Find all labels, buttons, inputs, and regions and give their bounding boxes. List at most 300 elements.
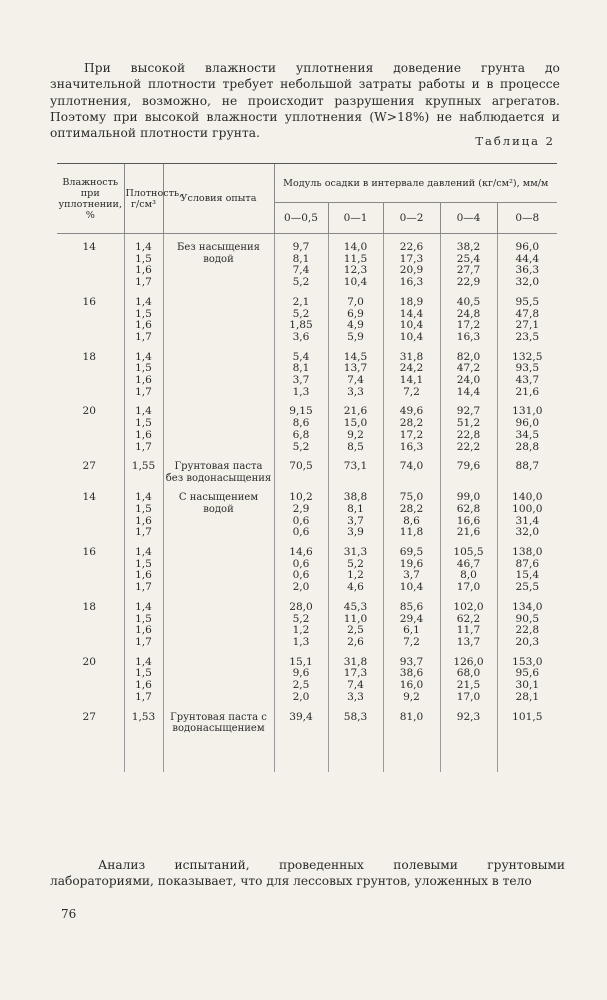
moisture-cell: 27 bbox=[82, 710, 96, 723]
modulus-value: 15,0 bbox=[343, 417, 368, 430]
modulus-value: 3,3 bbox=[347, 385, 364, 398]
modulus-value: 22,8 bbox=[515, 624, 540, 637]
table-row bbox=[57, 234, 557, 289]
modulus-value: 30,1 bbox=[515, 679, 540, 692]
modulus-value: 5,9 bbox=[347, 330, 364, 343]
modulus-value: 3,3 bbox=[347, 690, 364, 703]
modulus-value: 1,3 bbox=[292, 635, 310, 648]
modulus-value: 6,9 bbox=[347, 307, 364, 320]
density-cell bbox=[124, 649, 163, 704]
modulus-value: 38,8 bbox=[343, 491, 368, 504]
modulus-cell bbox=[440, 484, 497, 539]
modulus-value: 85,6 bbox=[399, 600, 424, 613]
modulus-value: 18,9 bbox=[399, 295, 424, 308]
modulus-value: 92,3 bbox=[456, 710, 481, 723]
modulus-value: 12,3 bbox=[343, 264, 368, 277]
modulus-cell bbox=[497, 484, 557, 539]
modulus-value: 0,6 bbox=[292, 557, 310, 570]
modulus-value: 10,4 bbox=[399, 330, 424, 343]
modulus-value: 11,0 bbox=[343, 612, 368, 625]
modulus-cell bbox=[274, 649, 328, 704]
modulus-cell bbox=[497, 704, 557, 772]
modulus-value: 4,6 bbox=[347, 581, 364, 594]
density-cell bbox=[124, 398, 163, 453]
modulus-value: 14,6 bbox=[289, 546, 313, 559]
modulus-value: 8,0 bbox=[460, 569, 477, 582]
density-value: 1,4 bbox=[135, 655, 152, 668]
modulus-cell bbox=[274, 344, 328, 399]
modulus-value: 99,0 bbox=[456, 491, 481, 504]
modulus-value: 28,8 bbox=[515, 440, 540, 453]
modulus-cell bbox=[497, 539, 557, 594]
modulus-value: 62,2 bbox=[456, 612, 481, 625]
modulus-cell bbox=[497, 649, 557, 704]
density-value: 1,6 bbox=[135, 374, 152, 387]
density-value: 1,7 bbox=[135, 330, 152, 343]
modulus-value: 24,0 bbox=[456, 374, 481, 387]
modulus-value: 31,8 bbox=[399, 350, 424, 363]
modulus-value: 75,0 bbox=[399, 491, 424, 504]
modulus-value: 21,6 bbox=[456, 526, 481, 539]
modulus-value: 10,4 bbox=[399, 581, 424, 594]
table-row bbox=[57, 453, 557, 484]
density-value: 1,6 bbox=[135, 319, 152, 332]
modulus-cell bbox=[440, 344, 497, 399]
modulus-value: 11,5 bbox=[343, 252, 368, 265]
modulus-value: 11,8 bbox=[399, 526, 424, 539]
density-value: 1,5 bbox=[135, 667, 152, 680]
modulus-value: 5,2 bbox=[292, 440, 310, 453]
modulus-value: 2,0 bbox=[292, 581, 310, 594]
modulus-cell bbox=[497, 398, 557, 453]
modulus-value: 22,6 bbox=[399, 241, 424, 253]
modulus-value: 7,2 bbox=[403, 635, 420, 648]
modulus-value: 17,0 bbox=[456, 581, 481, 594]
modulus-value: 2,5 bbox=[292, 679, 310, 692]
modulus-value: 20,3 bbox=[515, 635, 540, 648]
modulus-cell bbox=[383, 484, 440, 539]
modulus-value: 5,2 bbox=[347, 557, 364, 570]
modulus-value: 2,1 bbox=[292, 295, 310, 308]
outro-text: Анализ испытаний, проведенных полевыми грунтовыми лабораториями, показывает, что для лессовых грунтов, уложенных в тело bbox=[50, 858, 565, 889]
modulus-value: 1,2 bbox=[347, 569, 364, 582]
modulus-cell bbox=[383, 234, 440, 289]
modulus-value: 43,7 bbox=[515, 374, 540, 387]
modulus-cell bbox=[274, 539, 328, 594]
modulus-value: 13,7 bbox=[456, 635, 481, 648]
header-density: Плотность, г/см³ bbox=[124, 164, 163, 234]
header-range: 0—8 bbox=[497, 203, 557, 234]
modulus-value: 14,5 bbox=[343, 350, 368, 363]
modulus-value: 7,4 bbox=[347, 374, 364, 387]
modulus-value: 16,3 bbox=[399, 440, 424, 453]
modulus-value: 24,8 bbox=[456, 307, 481, 320]
modulus-cell bbox=[328, 539, 383, 594]
modulus-value: 21,6 bbox=[343, 405, 368, 418]
modulus-value: 51,2 bbox=[456, 417, 481, 430]
density-value: 1,6 bbox=[135, 569, 152, 582]
density-value: 1,4 bbox=[135, 491, 152, 504]
modulus-value: 14,0 bbox=[343, 241, 368, 253]
density-cell bbox=[124, 484, 163, 539]
modulus-cell bbox=[440, 234, 497, 289]
modulus-value: 1,3 bbox=[292, 385, 310, 398]
modulus-value: 8,1 bbox=[292, 362, 310, 375]
modulus-value: 40,5 bbox=[456, 295, 481, 308]
modulus-value: 27,1 bbox=[515, 319, 540, 332]
modulus-cell bbox=[274, 484, 328, 539]
modulus-value: 68,0 bbox=[456, 667, 481, 680]
table-row bbox=[57, 398, 557, 453]
modulus-cell bbox=[328, 649, 383, 704]
modulus-value: 0,6 bbox=[292, 526, 310, 539]
conditions-cell bbox=[163, 539, 274, 594]
density-cell bbox=[124, 539, 163, 594]
modulus-cell bbox=[383, 453, 440, 484]
density-value: 1,4 bbox=[135, 405, 152, 418]
modulus-cell bbox=[440, 649, 497, 704]
modulus-value: 4,9 bbox=[347, 319, 364, 332]
modulus-value: 15,1 bbox=[289, 655, 313, 668]
modulus-value: 70,5 bbox=[289, 460, 313, 473]
modulus-cell bbox=[328, 594, 383, 649]
modulus-value: 13,7 bbox=[343, 362, 368, 375]
modulus-value: 9,7 bbox=[292, 241, 310, 253]
modulus-value: 96,0 bbox=[515, 417, 540, 430]
modulus-value: 95,6 bbox=[515, 667, 540, 680]
moisture-cell: 27 bbox=[82, 460, 96, 473]
table-body bbox=[57, 234, 557, 772]
modulus-cell bbox=[440, 398, 497, 453]
table-row bbox=[57, 704, 557, 772]
modulus-value: 11,7 bbox=[456, 624, 481, 637]
modulus-value: 7,0 bbox=[347, 295, 364, 308]
modulus-value: 39,4 bbox=[289, 710, 313, 723]
density-value: 1,55 bbox=[131, 460, 156, 473]
table-row bbox=[57, 539, 557, 594]
modulus-value: 14,1 bbox=[399, 374, 424, 387]
modulus-value: 28,2 bbox=[399, 417, 424, 430]
modulus-cell bbox=[328, 289, 383, 344]
conditions-cell: С насыщением водой bbox=[163, 484, 274, 539]
modulus-value: 16,6 bbox=[456, 514, 481, 527]
header-range: 0—1 bbox=[328, 203, 383, 234]
modulus-value: 38,2 bbox=[456, 241, 481, 253]
modulus-value: 3,7 bbox=[347, 514, 364, 527]
modulus-value: 79,6 bbox=[456, 460, 481, 473]
modulus-value: 74,0 bbox=[399, 460, 424, 473]
modulus-cell bbox=[328, 704, 383, 772]
density-value: 1,5 bbox=[135, 252, 152, 265]
modulus-value: 0,6 bbox=[292, 569, 310, 582]
density-value: 1,5 bbox=[135, 502, 152, 515]
modulus-value: 5,2 bbox=[292, 612, 310, 625]
modulus-value: 31,4 bbox=[515, 514, 540, 527]
modulus-cell bbox=[440, 594, 497, 649]
density-cell bbox=[124, 594, 163, 649]
density-value: 1,6 bbox=[135, 514, 152, 527]
modulus-value: 102,0 bbox=[453, 600, 484, 613]
modulus-value: 21,6 bbox=[515, 385, 540, 398]
modulus-value: 23,5 bbox=[515, 330, 540, 343]
moisture-cell: 14 bbox=[82, 241, 96, 253]
modulus-value: 0,6 bbox=[292, 514, 310, 527]
modulus-value: 3,9 bbox=[347, 526, 364, 539]
modulus-value: 6,8 bbox=[292, 428, 310, 441]
modulus-cell bbox=[497, 594, 557, 649]
outro-paragraph bbox=[50, 857, 565, 890]
density-value: 1,5 bbox=[135, 307, 152, 320]
header-modulus: Модуль осадки в интервале давлений (кг/см²), мм/м bbox=[274, 164, 557, 203]
density-value: 1,5 bbox=[135, 362, 152, 375]
modulus-value: 93,7 bbox=[399, 655, 424, 668]
modulus-value: 9,2 bbox=[403, 690, 420, 703]
modulus-value: 32,0 bbox=[515, 526, 540, 539]
modulus-value: 46,7 bbox=[456, 557, 481, 570]
modulus-value: 73,1 bbox=[343, 460, 368, 473]
modulus-value: 10,2 bbox=[289, 491, 313, 504]
modulus-value: 20,9 bbox=[399, 264, 424, 277]
modulus-value: 8,6 bbox=[403, 514, 420, 527]
modulus-value: 2,6 bbox=[347, 635, 364, 648]
modulus-value: 47,8 bbox=[515, 307, 540, 320]
modulus-cell bbox=[383, 289, 440, 344]
modulus-value: 17,2 bbox=[399, 428, 424, 441]
conditions-cell: Грунтовая паста с водонасыщением bbox=[163, 704, 274, 772]
modulus-cell bbox=[440, 289, 497, 344]
modulus-value: 132,5 bbox=[512, 350, 543, 363]
header-range: 0—4 bbox=[440, 203, 497, 234]
modulus-value: 14,4 bbox=[399, 307, 424, 320]
moisture-cell: 18 bbox=[82, 350, 96, 363]
density-value: 1,7 bbox=[135, 635, 152, 648]
modulus-value: 131,0 bbox=[512, 405, 543, 418]
modulus-value: 96,0 bbox=[515, 241, 540, 253]
moisture-cell: 16 bbox=[82, 295, 96, 308]
modulus-value: 22,9 bbox=[456, 276, 481, 289]
modulus-value: 16,0 bbox=[399, 679, 424, 692]
modulus-cell bbox=[328, 398, 383, 453]
modulus-value: 105,5 bbox=[453, 546, 484, 559]
modulus-value: 14,4 bbox=[456, 385, 481, 398]
density-value: 1,4 bbox=[135, 241, 152, 253]
density-value: 1,6 bbox=[135, 428, 152, 441]
table-row bbox=[57, 594, 557, 649]
modulus-value: 95,5 bbox=[515, 295, 540, 308]
table-row bbox=[57, 344, 557, 399]
conditions-cell bbox=[163, 344, 274, 399]
density-value: 1,6 bbox=[135, 624, 152, 637]
modulus-value: 2,9 bbox=[292, 502, 310, 515]
modulus-value: 27,7 bbox=[456, 264, 481, 277]
modulus-cell bbox=[383, 704, 440, 772]
intro-text: При высокой влажности уплотнения доведение грунта до значительной плотности требует небольшой затраты работы и в процессе уплотнения, возможно, не происходит разрушения крупных агрегатов. Поэтому при высокой влажности уплотнения (W>18%) не наблюдается и оптимальной плотности грунта. bbox=[50, 61, 560, 141]
density-cell bbox=[124, 344, 163, 399]
modulus-cell bbox=[274, 398, 328, 453]
modulus-value: 31,3 bbox=[343, 546, 368, 559]
conditions-cell bbox=[163, 594, 274, 649]
density-value: 1,7 bbox=[135, 690, 152, 703]
modulus-value: 22,8 bbox=[456, 428, 481, 441]
density-value: 1,4 bbox=[135, 600, 152, 613]
density-value: 1,7 bbox=[135, 581, 152, 594]
modulus-value: 58,3 bbox=[343, 710, 368, 723]
modulus-value: 2,0 bbox=[292, 690, 310, 703]
conditions-cell bbox=[163, 398, 274, 453]
modulus-value: 25,5 bbox=[515, 581, 540, 594]
density-value: 1,53 bbox=[131, 710, 156, 723]
density-value: 1,7 bbox=[135, 440, 152, 453]
density-value: 1,7 bbox=[135, 276, 152, 289]
modulus-cell bbox=[497, 344, 557, 399]
modulus-value: 17,3 bbox=[399, 252, 424, 265]
modulus-value: 24,2 bbox=[399, 362, 424, 375]
modulus-value: 1,85 bbox=[289, 319, 313, 332]
modulus-value: 38,6 bbox=[399, 667, 424, 680]
modulus-cell bbox=[383, 594, 440, 649]
modulus-value: 22,2 bbox=[456, 440, 481, 453]
modulus-value: 93,5 bbox=[515, 362, 540, 375]
modulus-cell bbox=[328, 344, 383, 399]
header-range: 0—2 bbox=[383, 203, 440, 234]
modulus-value: 82,0 bbox=[456, 350, 481, 363]
modulus-value: 16,3 bbox=[456, 330, 481, 343]
modulus-value: 8,5 bbox=[347, 440, 364, 453]
modulus-cell bbox=[497, 453, 557, 484]
modulus-value: 8,1 bbox=[347, 502, 364, 515]
modulus-cell bbox=[274, 704, 328, 772]
table-row bbox=[57, 484, 557, 539]
modulus-cell bbox=[274, 594, 328, 649]
modulus-value: 7,4 bbox=[347, 679, 364, 692]
density-cell bbox=[124, 234, 163, 289]
density-value: 1,7 bbox=[135, 526, 152, 539]
moisture-cell: 18 bbox=[82, 600, 96, 613]
modulus-value: 90,5 bbox=[515, 612, 540, 625]
density-cell bbox=[124, 704, 163, 772]
modulus-value: 36,3 bbox=[515, 264, 540, 277]
table-row bbox=[57, 289, 557, 344]
density-value: 1,5 bbox=[135, 612, 152, 625]
modulus-value: 3,7 bbox=[292, 374, 310, 387]
modulus-value: 28,1 bbox=[515, 690, 540, 703]
modulus-cell bbox=[383, 344, 440, 399]
modulus-value: 88,7 bbox=[515, 460, 540, 473]
intro-paragraph bbox=[50, 60, 560, 141]
density-cell bbox=[124, 289, 163, 344]
modulus-value: 45,3 bbox=[343, 600, 368, 613]
modulus-value: 69,5 bbox=[399, 546, 424, 559]
modulus-value: 9,6 bbox=[292, 667, 310, 680]
page-number: 76 bbox=[61, 907, 77, 921]
conditions-cell: Грунтовая паста без водонасыщения bbox=[163, 453, 274, 484]
modulus-value: 100,0 bbox=[512, 502, 543, 515]
density-value: 1,6 bbox=[135, 264, 152, 277]
conditions-cell bbox=[163, 289, 274, 344]
modulus-value: 49,6 bbox=[399, 405, 424, 418]
modulus-value: 21,5 bbox=[456, 679, 481, 692]
modulus-value: 5,4 bbox=[292, 350, 310, 363]
modulus-value: 34,5 bbox=[515, 428, 540, 441]
modulus-value: 7,2 bbox=[403, 385, 420, 398]
modulus-value: 19,6 bbox=[399, 557, 424, 570]
modulus-value: 8,1 bbox=[292, 252, 310, 265]
modulus-value: 29,4 bbox=[399, 612, 424, 625]
modulus-value: 1,2 bbox=[292, 624, 310, 637]
moisture-cell: 14 bbox=[82, 491, 96, 504]
modulus-cell bbox=[383, 649, 440, 704]
density-cell bbox=[124, 453, 163, 484]
density-value: 1,5 bbox=[135, 557, 152, 570]
modulus-value: 10,4 bbox=[343, 276, 368, 289]
density-value: 1,6 bbox=[135, 679, 152, 692]
modulus-value: 87,6 bbox=[515, 557, 540, 570]
density-value: 1,4 bbox=[135, 350, 152, 363]
modulus-value: 31,8 bbox=[343, 655, 368, 668]
data-table bbox=[57, 163, 557, 772]
modulus-value: 81,0 bbox=[399, 710, 424, 723]
modulus-value: 62,8 bbox=[456, 502, 481, 515]
header-conditions: Условия опыта bbox=[163, 164, 274, 234]
modulus-value: 5,2 bbox=[292, 276, 310, 289]
modulus-value: 7,4 bbox=[292, 264, 310, 277]
modulus-value: 5,2 bbox=[292, 307, 310, 320]
modulus-cell bbox=[274, 234, 328, 289]
density-value: 1,5 bbox=[135, 417, 152, 430]
modulus-cell bbox=[274, 289, 328, 344]
modulus-value: 101,5 bbox=[512, 710, 543, 723]
modulus-value: 153,0 bbox=[512, 655, 543, 668]
modulus-cell bbox=[440, 453, 497, 484]
density-value: 1,4 bbox=[135, 295, 152, 308]
moisture-cell: 20 bbox=[82, 655, 96, 668]
modulus-cell bbox=[328, 484, 383, 539]
table-row bbox=[57, 649, 557, 704]
modulus-cell bbox=[383, 398, 440, 453]
modulus-cell bbox=[274, 453, 328, 484]
table-caption: Таблица 2 bbox=[475, 134, 555, 148]
modulus-value: 25,4 bbox=[456, 252, 481, 265]
modulus-value: 92,7 bbox=[456, 405, 481, 418]
moisture-cell: 20 bbox=[82, 405, 96, 418]
modulus-value: 28,2 bbox=[399, 502, 424, 515]
modulus-value: 2,5 bbox=[347, 624, 364, 637]
modulus-value: 28,0 bbox=[289, 600, 313, 613]
modulus-value: 44,4 bbox=[515, 252, 540, 265]
modulus-cell bbox=[440, 704, 497, 772]
modulus-value: 3,6 bbox=[292, 330, 310, 343]
density-value: 1,7 bbox=[135, 385, 152, 398]
density-value: 1,4 bbox=[135, 546, 152, 559]
header-range: 0—0,5 bbox=[274, 203, 328, 234]
modulus-value: 140,0 bbox=[512, 491, 543, 504]
modulus-cell bbox=[328, 453, 383, 484]
modulus-cell bbox=[440, 539, 497, 594]
modulus-value: 126,0 bbox=[453, 655, 484, 668]
modulus-value: 47,2 bbox=[456, 362, 481, 375]
modulus-cell bbox=[497, 234, 557, 289]
conditions-cell bbox=[163, 649, 274, 704]
modulus-value: 6,1 bbox=[403, 624, 420, 637]
modulus-value: 10,4 bbox=[399, 319, 424, 332]
header-moisture: Влажность при уплотнении, % bbox=[57, 164, 124, 234]
modulus-value: 134,0 bbox=[512, 600, 543, 613]
modulus-value: 3,7 bbox=[403, 569, 420, 582]
modulus-value: 15,4 bbox=[515, 569, 540, 582]
moisture-cell: 16 bbox=[82, 546, 96, 559]
modulus-value: 8,6 bbox=[292, 417, 310, 430]
modulus-value: 9,2 bbox=[347, 428, 364, 441]
